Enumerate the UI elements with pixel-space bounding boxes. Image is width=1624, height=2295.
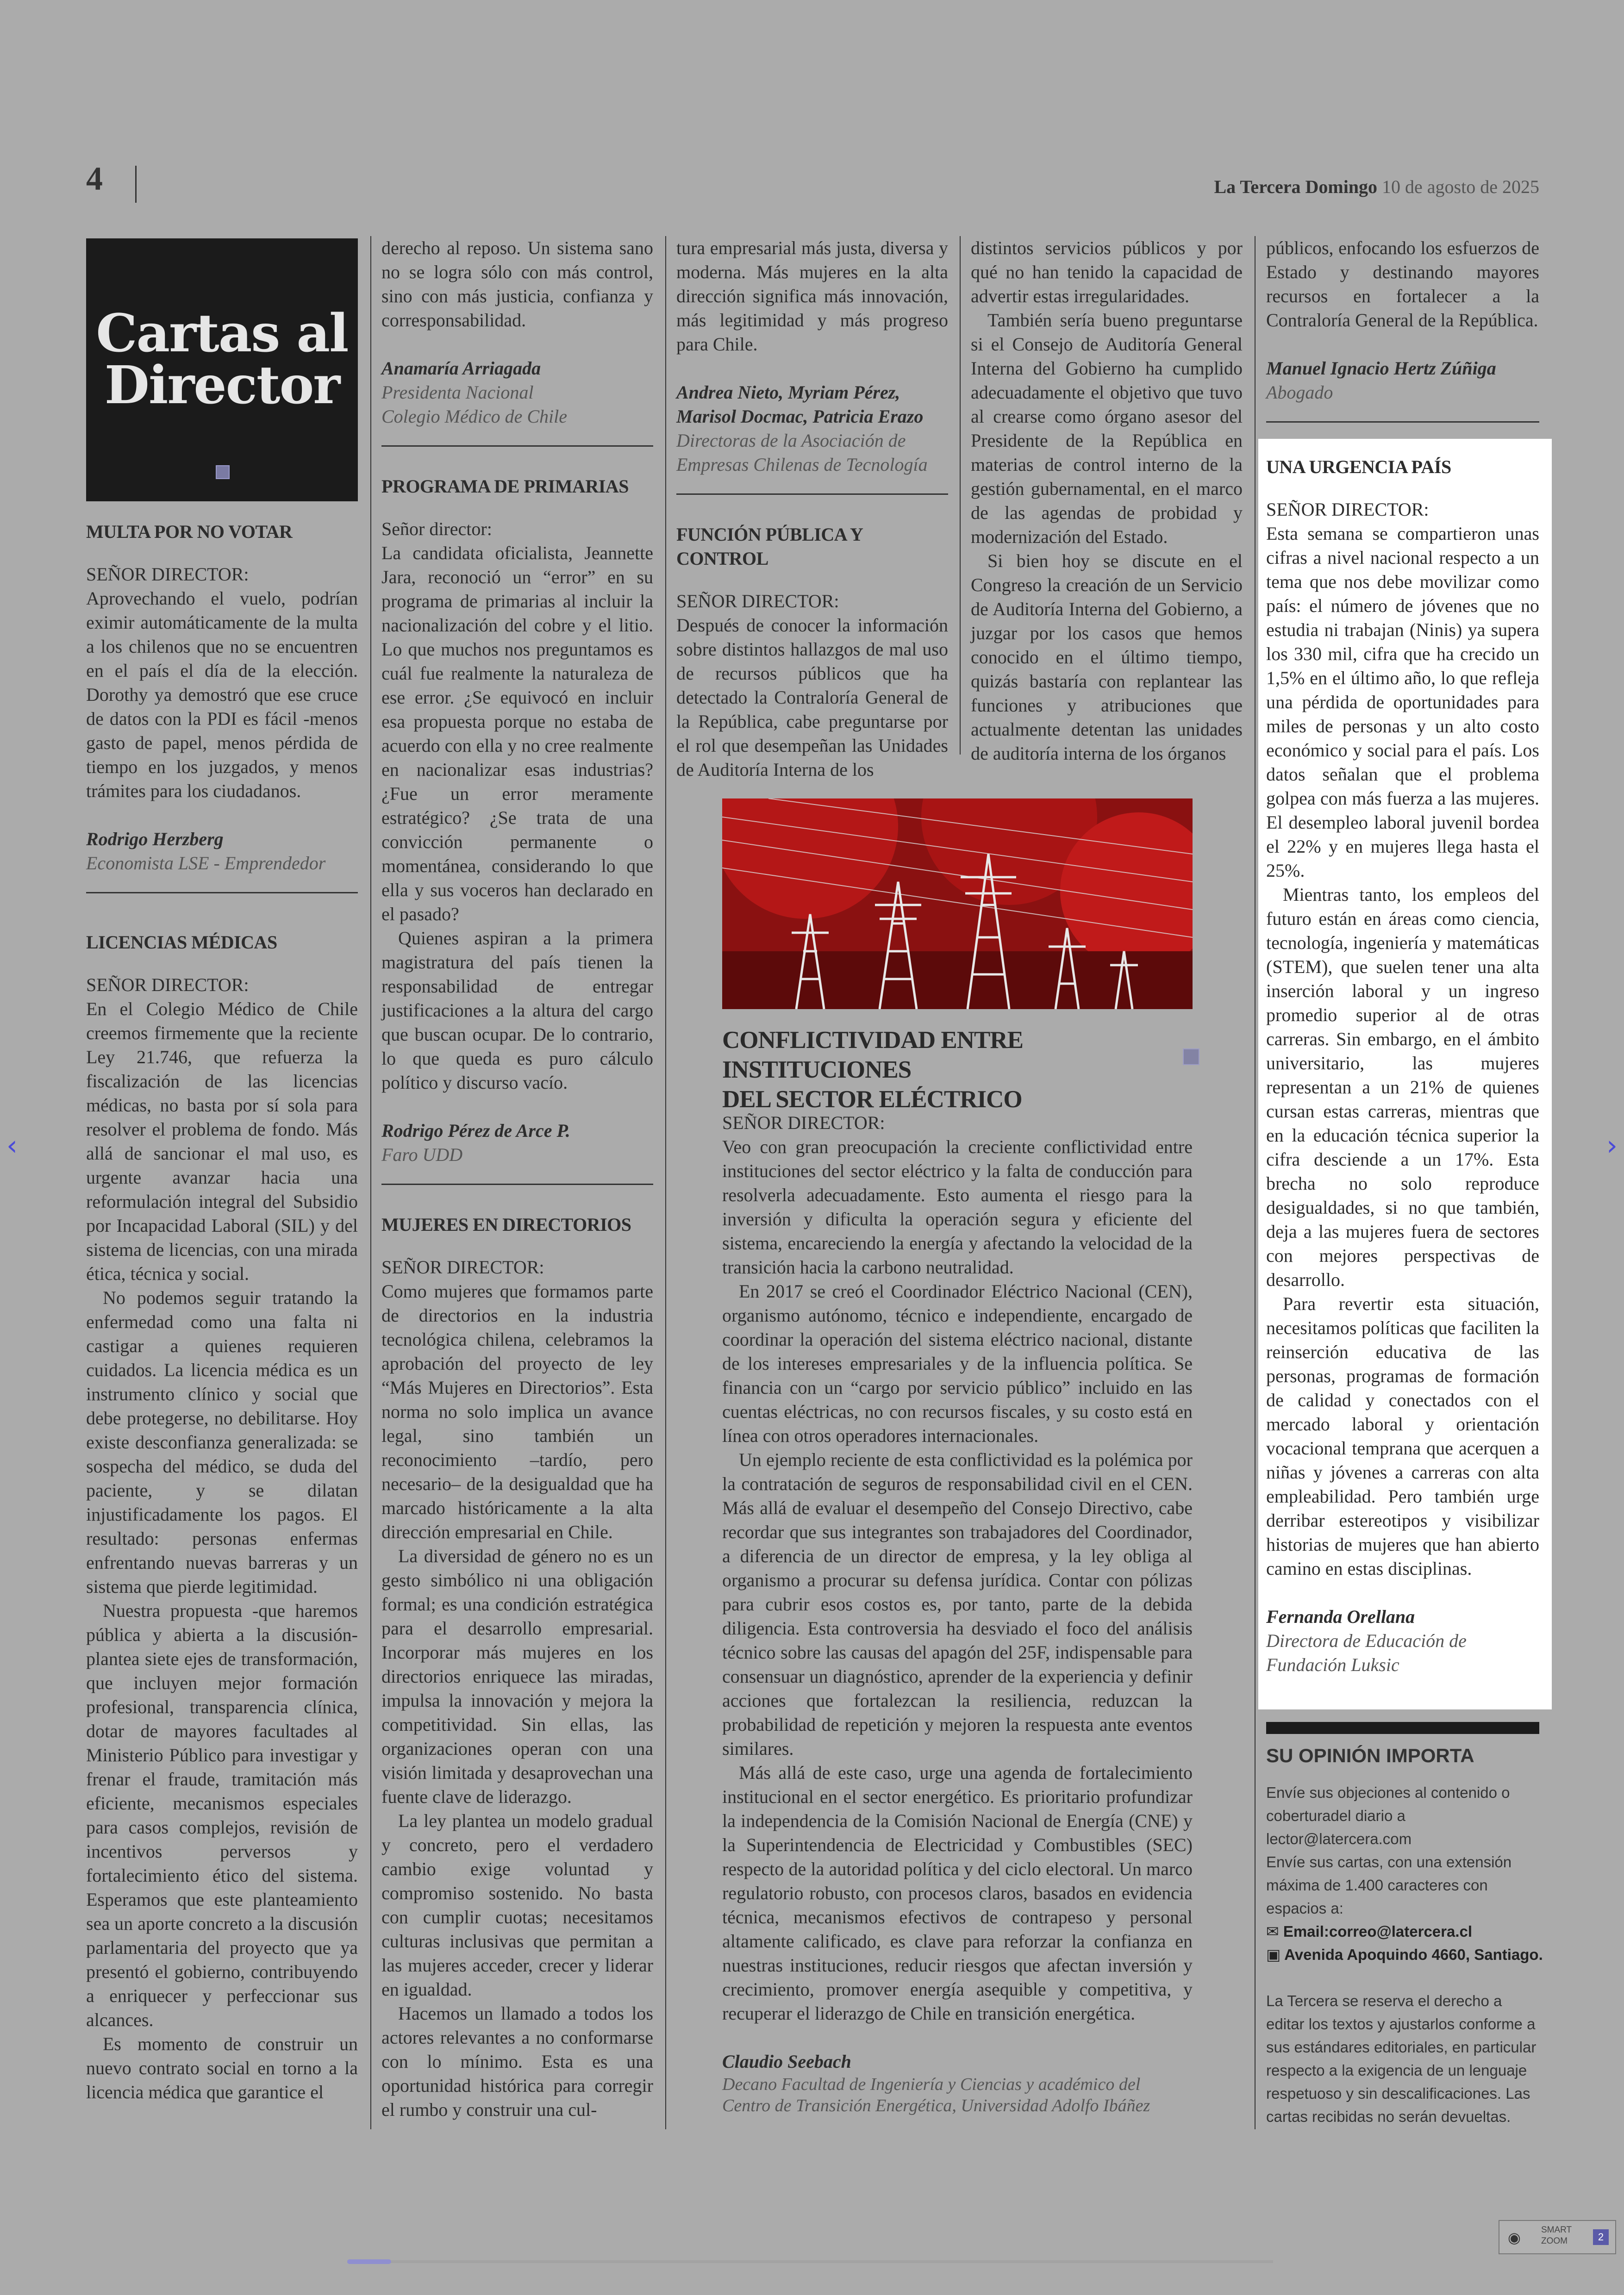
letter-paragraph: tura empresarial más justa, diversa y moderna. Más mujeres en la alta dirección significa más innovación, más legitimidad y más progreso para Chile.: [676, 237, 948, 355]
divider: [86, 892, 358, 893]
author-role: Empresas Chilenas de Tecnología: [676, 454, 928, 475]
address-line: [1266, 1943, 1544, 1966]
smart-zoom-button[interactable]: [1499, 2220, 1616, 2254]
email-label: Email:correo@latercera.cl: [1283, 1923, 1473, 1940]
salutation: Señor director:: [381, 518, 492, 539]
issue-date: 10 de agosto de 2025: [1382, 176, 1539, 197]
letter-paragraph: Un ejemplo reciente de esta conflictividad es la polémica por la contratación de seguros de responsabilidad civil en el CEN. Más allá de evaluar el desempeño del Consejo Directivo, cabe recordar que sus integrantes son trabajadores del Coordinador, a diferencia de un director de empresa, y la ley obliga al organismo a procurar su defensa jurídica. Contar con pólizas para cubrir esos costos es, por tanto, parte de la debida diligencia. Esta controversia ha desviado el foco del análisis técnico sobre las causas del apagón del 25F, indispensable para consensuar un diagnóstico, aprender de la experiencia y definir acciones que fortalezcan la resiliencia, reduzcan la probabilidad de repetición y mejoren la respuesta ante eventos similares.: [722, 1449, 1193, 1759]
divider: [381, 445, 653, 447]
author-role: Presidenta Nacional: [381, 382, 534, 403]
salutation: SEÑOR DIRECTOR:: [676, 591, 839, 611]
author-role: Abogado: [1266, 382, 1333, 403]
letter-heading: LICENCIAS MÉDICAS: [86, 932, 277, 953]
letter-paragraph: En el Colegio Médico de Chile creemos firmemente que la reciente Ley 21.746, que refuerza la fiscalización de las licencias médicas, no basta por sí sola para resolver el problema de fondo. Más allá de sancionar el mal uso, es urgente avanzar hacia una reformulación integral del Subsidio por Incapacidad Laboral (SIL) y del sistema de licencias, con una mirada ética, técnica y social.: [86, 998, 358, 1284]
author-role: Directoras de la Asociación de: [676, 430, 906, 451]
opinion-title: SU OPINIÓN IMPORTA: [1266, 1745, 1474, 1766]
letter-paragraph: Mientras tanto, los empleos del futuro están en áreas como ciencia, tecnología, ingeniería y matemáticas (STEM), que suelen tener una alta inserción laboral y un ingreso promedio superior al de otras carreras. Sin embargo, en el ámbito universitario, las mujeres representan a un 21% de quienes cursan estas carreras, mientras que en la educación técnica superior la cifra desciende a un 17%. Esta brecha no solo reproduce desigualdades, si no que también, deja a las mujeres fuera de sectores con mejores perspectivas de desarrollo.: [1266, 884, 1539, 1290]
column-1: [86, 501, 358, 2104]
author-role: Decano Facultad de Ingeniería y Ciencias y académico del: [722, 2075, 1141, 2094]
letter-paragraph: Después de conocer la información sobre distintos hallazgos de mal uso de recursos públicos que ha detectado la Contraloría General de la República, cabe preguntarse por el rol que desempeñan las Unidades de Auditoría Interna de los: [676, 615, 948, 780]
letter-paragraph: Si bien hoy se discute en el Congreso la creación de un Servicio de Auditoría Interna del Gobierno, a juzgar por los casos que hemos conocido en el último tiempo, quizás bastaría con replantear las funciones y atribuciones que actualmente detentan las unidades de auditoría interna de los órganos: [971, 550, 1243, 764]
salutation: SEÑOR DIRECTOR:: [381, 1257, 544, 1278]
power-towers-photo: [722, 798, 1193, 1009]
central-letter: [722, 1111, 1193, 2116]
email-line: [1266, 1920, 1544, 1943]
address-label: Avenida Apoquindo 4660, Santiago.: [1284, 1946, 1543, 1963]
masthead: [1214, 176, 1539, 198]
letter-author: Manuel Ignacio Hertz Zúñiga: [1266, 358, 1496, 379]
letter-paragraph: Para revertir esta situación, necesitamos políticas que faciliten la reinserción educativa de las personas, programas de formación de calidad y conectados con el mercado laboral y orientación vocacional temprana que acerquen a niñas y jóvenes a carreras con alta empleabilidad. Pero también urge derribar estereotipos y visibilizar historias de mujeres que han abierto camino en estas disciplinas.: [1266, 1293, 1539, 1579]
divider: [381, 1184, 653, 1185]
salutation: SEÑOR DIRECTOR:: [1266, 499, 1429, 520]
smart-zoom-label: [1541, 2225, 1572, 2247]
letter-author: Claudio Seebach: [722, 2051, 851, 2072]
opinion-bar: [1266, 1722, 1539, 1734]
letter-author: Rodrigo Pérez de Arce P.: [381, 1120, 570, 1141]
letter-paragraph: Como mujeres que formamos parte de directorios en la industria tecnológica chilena, celebramos la aprobación del proyecto de ley “Más Mujeres en Directorios”. Esta norma no solo implica un avance legal, sino también un reconocimiento –tardío, pero necesario– de la desigualdad que ha marcado históricamente a la alta dirección empresarial en Chile.: [381, 1281, 653, 1542]
letter-paragraph: Quienes aspiran a la primera magistratura del país tienen la responsabilidad de entregar justificaciones a la altura del cargo que buscan ocupar. De lo contrario, lo que queda es puro cálculo político y discurso vacío.: [381, 928, 653, 1093]
salutation: SEÑOR DIRECTOR:: [722, 1112, 885, 1133]
zoom-badge: 2: [1593, 2229, 1609, 2245]
letter-paragraph: La ley plantea un modelo gradual y concreto, pero el verdadero cambio exige voluntad y compromiso sostenido. No basta con cumplir cuotas; necesitamos culturas inclusivas que permitan a las mujeres acceder, crecer y liderar en igualdad.: [381, 1810, 653, 2000]
author-role: Colegio Médico de Chile: [381, 406, 568, 427]
column-divider: [370, 236, 371, 2129]
letter-author: Rodrigo Herzberg: [86, 829, 224, 849]
letter-author: Fernanda Orellana: [1266, 1606, 1415, 1627]
opinion-text: Envíe sus objeciones al contenido o coberturadel diario a lector@latercera.com: [1266, 1784, 1510, 1847]
letter-paragraph: La candidata oficialista, Jeannette Jara, reconoció un “error” en su programa de primarias al incluir la nacionalización del cobre y el litio. Lo que muchos nos preguntamos es cuál fue realmente la naturaleza de ese error. ¿Se equivocó en incluir esa propuesta porque no estaba de acuerdo con ella y no cree realmente en nacionalizar esas industrias? ¿Fue un error meramente estratégico? ¿Se trata de una convicción permanente o momentánea, considerando lo que ella y sus voceros han declarado en el pasado?: [381, 543, 653, 924]
page-scrollbar-track[interactable]: [347, 2260, 1273, 2263]
divider: [1266, 421, 1539, 423]
letter-paragraph: Es momento de construir un nuevo contrato social en torno a la licencia médica que garantice el: [86, 2033, 358, 2102]
letter-paragraph: Aprovechando el vuelo, podrían eximir automáticamente de la multa a los chilenos que no se encuentren en el país el día de la elección. Dorothy ya demostró que ese cruce de datos con la PDI es fácil -menos gasto de papel, menos pérdida de tiempo en los juzgados, y menos trámites para los ciudadanos.: [86, 588, 358, 801]
central-letter-headline: [722, 1025, 1204, 1114]
salutation: SEÑOR DIRECTOR:: [86, 974, 249, 995]
letter-author: Anamaría Arriagada: [381, 358, 541, 379]
newspaper-name: La Tercera Domingo: [1214, 176, 1378, 197]
page-scrollbar-thumb[interactable]: [347, 2259, 391, 2264]
eye-icon: ◉: [1508, 2229, 1521, 2246]
opinion-box: [1266, 1744, 1544, 2128]
letter-heading: PROGRAMA DE PRIMARIAS: [381, 476, 629, 497]
letter-paragraph: Hacemos un llamado a todos los actores relevantes a no conformarse con lo mínimo. Esta es una oportunidad histórica para corregir el rumbo y construir una cul-: [381, 2003, 653, 2120]
mailbox-icon: ▣: [1266, 1946, 1285, 1963]
zoom-label-line: SMART: [1541, 2225, 1572, 2235]
headline-line: DEL SECTOR ELÉCTRICO: [722, 1086, 1022, 1113]
letter-paragraph: Esta semana se compartieron unas cifras a nivel nacional respecto a un tema que nos debe movilizar como país: el número de jóvenes que no estudia ni trabajan (Ninis) ya supera los 330 mil, cifra que ha crecido un 1,5% en el último año, lo que refleja una pérdida de oportunidades para miles de personas y un alto costo económico y social para el país. Los datos señalan que el problema golpea con más fuerza a las mujeres. El desempleo laboral juvenil bordea el 22% y en mujeres llega hasta el 25%.: [1266, 523, 1539, 881]
section-banner: [86, 238, 358, 501]
opinion-text: Envíe sus cartas, con una extensión máxima de 1.400 caracteres con espacios a:: [1266, 1853, 1512, 1917]
column-divider: [665, 236, 666, 2129]
page-number: 4: [86, 160, 103, 197]
author-role: Faro UDD: [381, 1144, 463, 1165]
section-title: Cartas al Director: [96, 303, 348, 416]
letter-paragraph: La diversidad de género no es un gesto simbólico ni una obligación formal; es una condición estratégica para el desarrollo empresarial. Incorporar más mujeres en los directorios enriquece las miradas, impulsa la innovación y mejora la competitividad. Sin ellas, las organizaciones operan con una visión limitada y desaprovechan una fuente clave de liderazgo.: [381, 1546, 653, 1807]
column-5: [1266, 236, 1539, 1677]
author-role: Fundación Luksic: [1266, 1654, 1399, 1675]
zoom-label-line: ZOOM: [1541, 2236, 1568, 2246]
letter-heading: UNA URGENCIA PAÍS: [1266, 456, 1451, 477]
letter-heading: MULTA POR NO VOTAR: [86, 521, 293, 542]
letter-paragraph: derecho al reposo. Un sistema sano no se logra sólo con más control, sino con más justicia, confianza y corresponsabilidad.: [381, 237, 653, 331]
page-number-divider: [135, 166, 137, 203]
letter-paragraph: No podemos seguir tratando la enfermedad como una falta ni castigar a quienes requieren cuidados. La licencia médica es un instrumento clínico y social que debe protegerse, no debilitarse. Hoy existe desconfianza generalizada: se sospecha del médico, se duda del paciente, y se dilatan injustificadamente los pagos. El resultado: personas enfermas enfrentando nuevas barreras y un sistema que pierde legitimidad.: [86, 1287, 358, 1597]
letter-paragraph: Nuestra propuesta -que haremos pública y abierta a la discusión- plantea siete ejes de transformación, que incluyen mejor formación profesional, transparencia clínica, dotar de mayores facultades al Ministerio Público para investigar y frenar el fraude, tramitación más eficiente, mecanismos especiales para casos complejos, revisión de incentivos perversos y fortalecimiento ético del sistema. Esperamos que este planteamiento sea un aporte concreto a la discusión parlamentaria del proyecto que ya presentó el gobierno, contribuyendo a enriquecer y perfeccionar sus alcances.: [86, 1600, 358, 2030]
letter-author: Andrea Nieto, Myriam Pérez,: [676, 382, 900, 403]
letter-author: Marisol Docmac, Patricia Erazo: [676, 406, 924, 427]
column-divider: [960, 236, 961, 755]
column-2: [381, 236, 653, 2122]
letter-paragraph: Más allá de este caso, urge una agenda de fortalecimiento institucional en el sector energético. Es prioritario profundizar la independencia de la Comisión Nacional de Energía (CNE) y la Superintendencia de Electricidad y Combustibles (SEC) respecto de la autoridad política y del ciclo electoral. Un marco regulatorio robusto, con procesos claros, basados en evidencia técnica, mecanismos efectivos de contrapeso y personal altamente calificado, es clave para reforzar la confianza en nuestras instituciones, reducir riesgos que afectan inversión y crecimiento, promover energía asequible y competitiva, y recuperar el liderazgo de Chile en transición energética.: [722, 1762, 1193, 2024]
next-page-arrow-icon[interactable]: ›: [1606, 1129, 1618, 1162]
letter-paragraph: También sería bueno preguntarse si el Consejo de Auditoría General Interna del Gobierno ha cumplido adecuadamente el objetivo que tuvo al crearse como órgano asesor del Presidente de la República en materias de control interno de la gestión gubernamental, en el marco de las agendas de probidad y modernización del Estado.: [971, 310, 1243, 547]
letter-heading: FUNCIÓN PÚBLICA Y CONTROL: [676, 524, 862, 569]
letter-paragraph: Veo con gran preocupación la creciente conflictividad entre instituciones del sector eléctrico y la falta de conducción para resolverla adecuadamente. Esto aumenta el riesgo para la inversión y dificulta la operación segura y eficiente del sistema, encareciendo la energía y afectando la velocidad de la transición hacia la carbono neutralidad.: [722, 1136, 1193, 1278]
column-4: [971, 236, 1243, 766]
envelope-icon: ✉: [1266, 1923, 1283, 1940]
author-role: Economista LSE - Emprendedor: [86, 853, 326, 873]
letter-heading: MUJERES EN DIRECTORIOS: [381, 1214, 631, 1235]
letter-paragraph: En 2017 se creó el Coordinador Eléctrico Nacional (CEN), organismo autónomo, técnico e independiente, encargado de coordinar la operación del sistema eléctrico nacional, distante de los intereses empresariales y de la influencia política. Se financia con un “cargo por servicio público” incluido en las cuentas eléctricas, no con recursos fiscales, y su costo está en línea con otros operadores internacionales.: [722, 1281, 1193, 1446]
headline-line: CONFLICTIVIDAD ENTRE INSTITUCIONES: [722, 1027, 1023, 1083]
author-role: Directora de Educación de: [1266, 1630, 1467, 1651]
author-role: Centro de Transición Energética, Universidad Adolfo Ibáñez: [722, 2096, 1150, 2115]
salutation: SEÑOR DIRECTOR:: [86, 564, 249, 585]
column-3: [676, 236, 948, 782]
letter-paragraph: distintos servicios públicos y por qué no han tenido la capacidad de advertir estas irregularidades.: [971, 237, 1243, 306]
opinion-disclaimer: La Tercera se reserva el derecho a editar los textos y ajustarlos conforme a sus estándares editoriales, en particular respecto a la exigencia de un lenguaje respetuoso y sin descalificaciones. Las cartas recibidas no serán devueltas.: [1266, 1992, 1537, 2125]
letter-paragraph: públicos, enfocando los esfuerzos de Estado y destinando mayores recursos en fortalecer a la Contraloría General de la República.: [1266, 237, 1539, 331]
divider: [676, 493, 948, 495]
image-placeholder-icon: [216, 465, 230, 479]
prev-page-arrow-icon[interactable]: ‹: [6, 1129, 18, 1162]
